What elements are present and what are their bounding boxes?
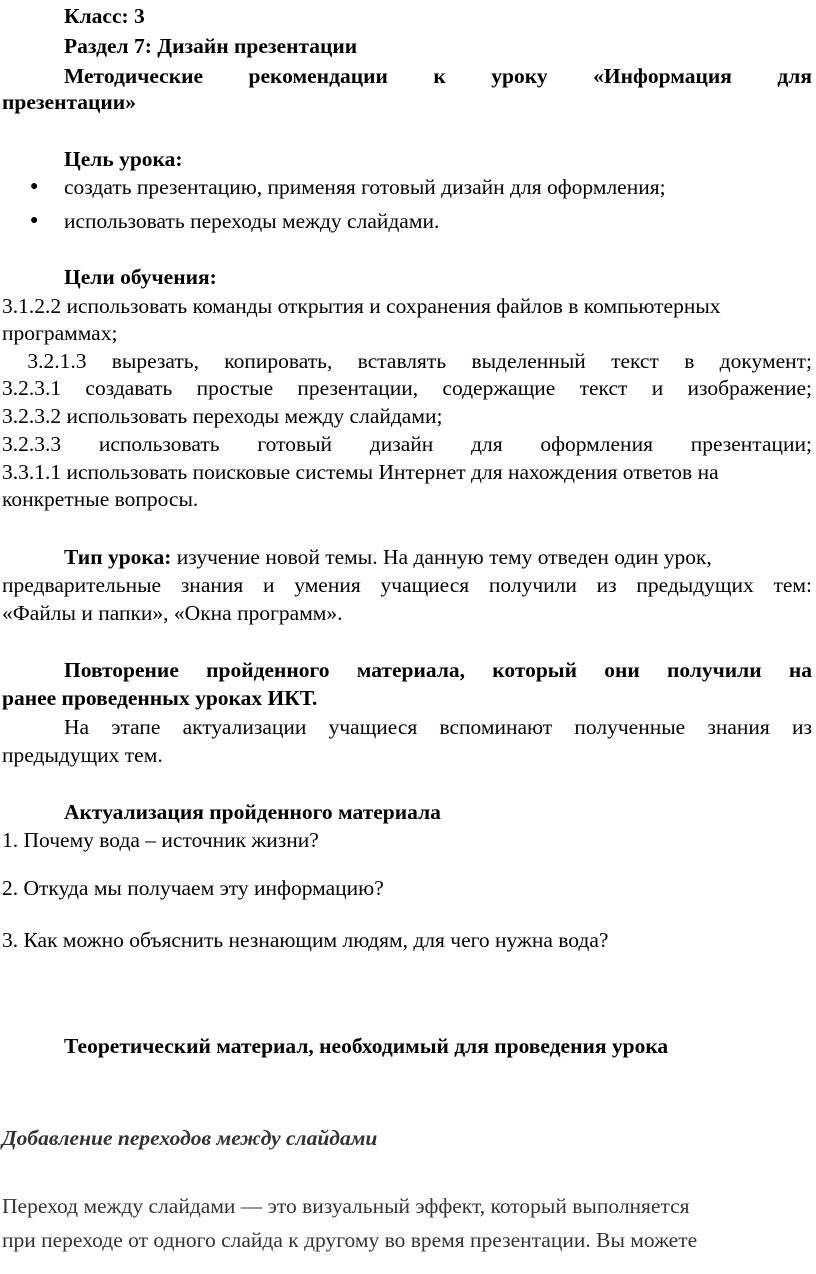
lesson-type-line2: предварительные знания и умения учащиеся получили из предыдущих тем:: [2, 573, 812, 597]
section-line: Раздел 7: Дизайн презентации: [64, 34, 358, 58]
bullet-icon: ●: [30, 179, 39, 194]
goal-heading: Цель урока:: [64, 147, 183, 171]
bullet-icon: ●: [30, 213, 39, 228]
repetition-heading-line1: Повторение пройденного материала, который они получили на: [64, 658, 812, 682]
learning-line: 3.3.1.1 использовать поисковые системы Интернет для нахождения ответов на: [2, 460, 719, 484]
learning-heading: Цели обучения:: [64, 265, 217, 289]
question-item: 2. Откуда мы получаем эту информацию?: [2, 876, 384, 900]
learning-line: конкретные вопросы.: [2, 487, 199, 511]
transitions-text-line2: при переходе от одного слайда к другому во время презентации. Вы можете: [2, 1228, 698, 1252]
repetition-heading-line2: ранее проведенных уроках ИКТ.: [2, 686, 318, 710]
goal-item: создать презентацию, применяя готовый дизайн для оформления;: [64, 175, 666, 199]
repetition-text-line2: предыдущих тем.: [2, 743, 163, 767]
learning-line: 3.2.3.3 использовать готовый дизайн для оформления презентации;: [2, 432, 812, 456]
learning-line: 3.1.2.2 использовать команды открытия и сохранения файлов в компьютерных: [2, 294, 721, 318]
question-item: 3. Как можно объяснить незнающим людям, для чего нужна вода?: [2, 928, 609, 952]
class-line: Класс: 3: [64, 4, 145, 28]
learning-line: 3.2.1.3 вырезать, копировать, вставлять выделенный текст в документ;: [2, 349, 812, 373]
transitions-text-line1: Переход между слайдами — это визуальный эффект, который выполняется: [2, 1194, 690, 1218]
repetition-text-line1: На этапе актуализации учащиеся вспоминают полученные знания из: [64, 715, 812, 739]
learning-line: программах;: [2, 321, 118, 345]
question-item: 1. Почему вода – источник жизни?: [2, 828, 319, 852]
method-title-line2: презентации»: [2, 90, 136, 114]
lesson-type-line1: [64, 543, 812, 571]
theory-heading: Теоретический материал, необходимый для проведения урока: [64, 1034, 669, 1058]
method-title-line1: Методические рекомендации к уроку «Информация для: [64, 64, 812, 88]
transitions-heading: Добавление переходов между слайдами: [2, 1126, 378, 1150]
lesson-type-label: Тип урока:: [64, 545, 172, 569]
learning-line: 3.2.3.1 создавать простые презентации, содержащие текст и изображение;: [2, 376, 812, 400]
actualization-heading: Актуализация пройденного материала: [64, 800, 441, 824]
goal-item: использовать переходы между слайдами.: [64, 209, 440, 233]
lesson-type-line3: «Файлы и папки», «Окна программ».: [2, 601, 343, 625]
lesson-type-text: изучение новой темы. На данную тему отведен один урок,: [171, 545, 712, 569]
learning-line: 3.2.3.2 использовать переходы между слайдами;: [2, 404, 443, 428]
